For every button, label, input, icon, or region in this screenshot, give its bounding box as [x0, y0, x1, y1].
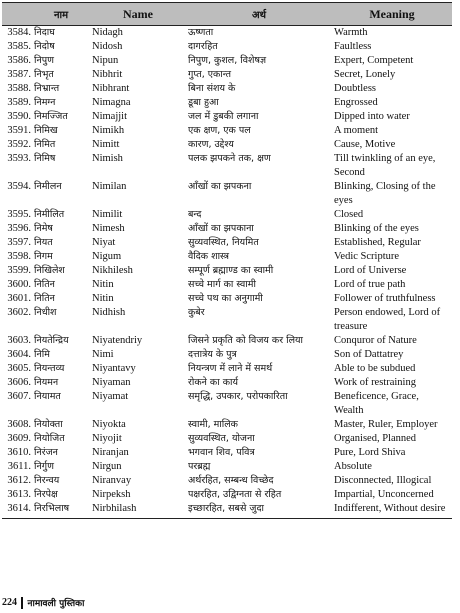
roman-name: Niyantavy: [92, 363, 136, 374]
english-meaning: [332, 418, 452, 432]
hindi-meaning: सुव्यवस्थित, नियमित: [188, 237, 259, 248]
header-num: [2, 3, 32, 26]
hindi-name: निमिख: [34, 125, 58, 136]
roman-name: Niyatendriy: [92, 335, 143, 346]
hindi-meaning: परब्रह्म: [188, 461, 211, 472]
table-row: [2, 432, 452, 446]
english-meaning: [332, 460, 452, 474]
english-meaning: [332, 82, 452, 96]
roman-name: Nibhrit: [92, 69, 123, 80]
table-row: [2, 40, 452, 54]
entry-number: 3604.: [7, 349, 31, 360]
entry-number: 3597.: [7, 237, 31, 248]
meaning-line: Second: [334, 167, 365, 178]
roman-name: Niyat: [92, 237, 116, 248]
entry-number: 3593.: [7, 153, 31, 164]
english-meaning: [332, 348, 452, 362]
roman-name: Nimikh: [92, 125, 125, 136]
meaning-line: Established, Regular: [334, 237, 421, 248]
meaning-line: Warmth: [334, 27, 368, 38]
meaning-line: treasure: [334, 321, 368, 332]
hindi-meaning: वैदिक शास्त्र: [188, 251, 229, 262]
entry-number: 3587.: [7, 69, 31, 80]
hindi-name: नियमन: [34, 377, 59, 388]
english-meaning: [332, 180, 452, 208]
entry-number: 3613.: [7, 489, 31, 500]
entry-number: 3603.: [7, 335, 31, 346]
hindi-meaning: ऊष्णता: [188, 27, 214, 38]
hindi-name: निगम: [34, 251, 53, 262]
header-meaning: Meaning: [332, 3, 452, 26]
roman-name: Nitin: [92, 293, 114, 304]
hindi-meaning: पक्षरहित, उद्विग्नता से रहित: [188, 489, 282, 500]
english-meaning: [332, 362, 452, 376]
hindi-name: नियन्तव्य: [34, 363, 65, 374]
table-row: [2, 180, 452, 208]
hindi-meaning: स्वामी, मालिक: [188, 419, 238, 430]
header-name: Name: [90, 3, 186, 26]
hindi-meaning: अर्थरहित, सम्बन्ध विच्छेद: [188, 475, 274, 486]
book-title: नामावली पुस्तिका: [27, 599, 85, 609]
meaning-line: Closed: [334, 209, 364, 220]
dictionary-page: [2, 2, 452, 519]
hindi-meaning: कारण, उद्देश्य: [188, 139, 234, 150]
hindi-name: निदाघ: [34, 27, 55, 38]
table-row: [2, 264, 452, 278]
meaning-line: Engrossed: [334, 97, 378, 108]
hindi-meaning: दत्तात्रेय के पुत्र: [188, 349, 237, 360]
roman-name: Nimitt: [92, 139, 120, 150]
hindi-name: निमग्न: [34, 97, 56, 108]
page-footer: [2, 596, 84, 609]
table-row: [2, 390, 452, 418]
meaning-line: Lord of true path: [334, 279, 406, 290]
table-row: [2, 418, 452, 432]
hindi-name: निपुण: [34, 55, 54, 66]
english-meaning: [332, 138, 452, 152]
entry-number: 3611.: [7, 461, 31, 472]
table-row: [2, 376, 452, 390]
english-meaning: [332, 376, 452, 390]
header-naam: नाम: [32, 3, 90, 26]
entry-number: 3610.: [7, 447, 31, 458]
hindi-name: निभृत: [34, 69, 54, 80]
entry-number: 3605.: [7, 363, 31, 374]
meaning-line: Doubtless: [334, 83, 376, 94]
roman-name: Nimi: [92, 349, 114, 360]
hindi-meaning: आँखों का झपकना: [188, 181, 252, 192]
table-row: [2, 208, 452, 222]
hindi-meaning: पलक झपकने तक, क्षण: [188, 153, 271, 164]
entry-number: 3602.: [7, 307, 31, 318]
english-meaning: [332, 96, 452, 110]
hindi-name: नितिन: [34, 279, 55, 290]
hindi-name: नियोक्ता: [34, 419, 63, 430]
english-meaning: [332, 390, 452, 418]
english-meaning: [332, 264, 452, 278]
hindi-meaning: बन्द: [188, 209, 202, 220]
roman-name: Niyaman: [92, 377, 131, 388]
roman-name: Nibhrant: [92, 83, 130, 94]
table-row: [2, 306, 452, 334]
entry-number: 3609.: [7, 433, 31, 444]
entry-number: 3588.: [7, 83, 31, 94]
hindi-name: निखिलेश: [34, 265, 65, 276]
entry-number: 3595.: [7, 209, 31, 220]
entry-number: 3606.: [7, 377, 31, 388]
hindi-name: निमीलन: [34, 181, 62, 192]
meaning-line: eyes: [334, 195, 353, 206]
roman-name: Niranvay: [92, 475, 132, 486]
entry-number: 3598.: [7, 251, 31, 262]
english-meaning: [332, 306, 452, 334]
entry-number: 3600.: [7, 279, 31, 290]
english-meaning: [332, 222, 452, 236]
entry-number: 3591.: [7, 125, 31, 136]
table-row: [2, 82, 452, 96]
roman-name: Nipun: [92, 55, 119, 66]
meaning-line: Able to be subdued: [334, 363, 416, 374]
meaning-line: Disconnected, Illogical: [334, 475, 432, 486]
roman-name: Niyamat: [92, 391, 129, 402]
meaning-line: Lord of Universe: [334, 265, 407, 276]
roman-name: Niranjan: [92, 447, 129, 458]
table-row: [2, 250, 452, 264]
english-meaning: [332, 54, 452, 68]
english-meaning: [332, 152, 452, 180]
roman-name: Nimilan: [92, 181, 127, 192]
hindi-name: निभ्रान्त: [34, 83, 60, 94]
hindi-name: निधीश: [34, 307, 57, 318]
meaning-line: Pure, Lord Shiva: [334, 447, 406, 458]
english-meaning: [332, 432, 452, 446]
roman-name: Nidosh: [92, 41, 123, 52]
entry-number: 3589.: [7, 97, 31, 108]
table-row: [2, 488, 452, 502]
roman-name: Nirpeksh: [92, 489, 131, 500]
hindi-meaning: सच्चे मार्ग का स्वामी: [188, 279, 256, 290]
hindi-name: नितिन: [34, 293, 55, 304]
hindi-name: नियामत: [34, 391, 61, 402]
table-row: [2, 446, 452, 460]
entry-number: 3612.: [7, 475, 31, 486]
hindi-meaning: गुप्त, एकान्त: [188, 69, 232, 80]
roman-name: Nidagh: [92, 27, 123, 38]
english-meaning: [332, 110, 452, 124]
meaning-line: Work of restraining: [334, 377, 416, 388]
meaning-line: Expert, Competent: [334, 55, 414, 66]
hindi-meaning: आँखों का झपकाना: [188, 223, 254, 234]
roman-name: Nimesh: [92, 223, 125, 234]
english-meaning: [332, 40, 452, 54]
table-row: [2, 110, 452, 124]
meaning-line: Faultless: [334, 41, 372, 52]
hindi-meaning: जिसने प्रकृति को विजय कर लिया: [188, 335, 303, 346]
table-row: [2, 474, 452, 488]
meaning-line: Son of Dattatrey: [334, 349, 404, 360]
english-meaning: [332, 250, 452, 264]
english-meaning: [332, 334, 452, 348]
hindi-name: निमज्जित: [34, 111, 68, 122]
hindi-name: निमीलित: [34, 209, 65, 220]
entry-number: 3592.: [7, 139, 31, 150]
table-row: [2, 362, 452, 376]
table-row: [2, 138, 452, 152]
meaning-line: Indifferent, Without desire: [334, 503, 446, 514]
hindi-name: निमित: [34, 139, 56, 150]
hindi-name: निरभिलाष: [32, 502, 90, 519]
hindi-meaning: डूबा हुआ: [188, 97, 219, 108]
hindi-meaning: समृद्धि, उपकार, परोपकारिता: [188, 391, 288, 402]
roman-name: Nikhilesh: [92, 265, 133, 276]
table-row: [2, 124, 452, 138]
meaning-line: Follower of truthfulness: [334, 293, 436, 304]
table-row: [2, 460, 452, 474]
page-number: 224: [2, 597, 17, 608]
hindi-name: निदोष: [34, 41, 55, 52]
table-row: [2, 222, 452, 236]
hindi-meaning: रोकने का कार्य: [188, 377, 238, 388]
table-row: [2, 334, 452, 348]
meaning-line: Absolute: [334, 461, 372, 472]
roman-name: Nirgun: [92, 461, 122, 472]
hindi-name: नियत: [34, 237, 53, 248]
roman-name: Nimajjit: [92, 111, 127, 122]
hindi-meaning: सम्पूर्ण ब्रह्माण्ड का स्वामी: [188, 265, 274, 276]
roman-name: Nimish: [92, 153, 123, 164]
meaning-line: Person endowed, Lord of: [334, 307, 441, 318]
meaning-line: Cause, Motive: [334, 139, 396, 150]
hindi-name: निमि: [34, 349, 50, 360]
roman-name: Nimagna: [92, 97, 131, 108]
meaning-line: Master, Ruler, Employer: [334, 419, 438, 430]
hindi-name: नियतेन्द्रिय: [34, 335, 69, 346]
english-meaning: [332, 124, 452, 138]
hindi-name: निमेष: [34, 223, 53, 234]
table-row: [2, 68, 452, 82]
meaning-line: Vedic Scripture: [334, 251, 400, 262]
table-row: [2, 278, 452, 292]
hindi-meaning: नियन्त्रण में लाने में समर्थ: [188, 363, 273, 374]
hindi-meaning: सुव्यवस्थित, योजना: [188, 433, 255, 444]
table-header-row: [2, 3, 452, 26]
english-meaning: [332, 208, 452, 222]
roman-name: Nimilit: [92, 209, 123, 220]
table-row: [2, 152, 452, 180]
hindi-meaning: भगवान शिव, पवित्र: [188, 447, 255, 458]
roman-name: Nigum: [92, 251, 122, 262]
entry-number: 3596.: [7, 223, 31, 234]
entry-number: 3599.: [7, 265, 31, 276]
english-meaning: [332, 502, 452, 519]
english-meaning: [332, 278, 452, 292]
hindi-meaning: जल में डुबकी लगाना: [188, 111, 259, 122]
english-meaning: [332, 474, 452, 488]
roman-name: Niyokta: [92, 419, 126, 430]
entry-number: 3601.: [7, 293, 31, 304]
table-row: [2, 502, 452, 519]
entry-number: 3608.: [7, 419, 31, 430]
hindi-name: निरपेक्ष: [34, 489, 58, 500]
meaning-line: Blinking, Closing of the: [334, 181, 436, 192]
meaning-line: Till twinkling of an eye,: [334, 153, 436, 164]
meaning-line: Beneficence, Grace, Wealth: [334, 391, 419, 416]
entry-number: 3586.: [7, 55, 31, 66]
table-row: [2, 26, 452, 41]
entry-number: 3590.: [7, 111, 31, 122]
hindi-name: नियोजित: [34, 433, 65, 444]
entry-number: 3614.: [2, 502, 32, 519]
header-arth: अर्थ: [186, 3, 332, 26]
names-table: [2, 2, 452, 519]
entry-number: 3594.: [7, 181, 31, 192]
footer-divider: [21, 597, 23, 609]
english-meaning: [332, 236, 452, 250]
meaning-line: A moment: [334, 125, 379, 136]
table-row: [2, 292, 452, 306]
hindi-meaning: सच्चे पथ का अनुगामी: [188, 293, 263, 304]
hindi-meaning: कुबेर: [188, 307, 205, 318]
hindi-name: निरंजन: [34, 447, 58, 458]
english-meaning: [332, 292, 452, 306]
table-row: [2, 236, 452, 250]
table-row: [2, 348, 452, 362]
hindi-name: निरन्वय: [34, 475, 60, 486]
table-row: [2, 54, 452, 68]
meaning-line: Secret, Lonely: [334, 69, 396, 80]
table-body: [2, 26, 452, 519]
hindi-meaning: इच्छारहित, सबसे जुदा: [186, 502, 332, 519]
hindi-name: निर्गुण: [34, 461, 54, 472]
entry-number: 3584.: [7, 27, 31, 38]
hindi-meaning: एक क्षण, एक पल: [188, 125, 251, 136]
meaning-line: Dipped into water: [334, 111, 410, 122]
meaning-line: Impartial, Unconcerned: [334, 489, 434, 500]
meaning-line: Organised, Planned: [334, 433, 417, 444]
hindi-meaning: दागरहित: [188, 41, 218, 52]
meaning-line: Blinking of the eyes: [334, 223, 419, 234]
meaning-line: Conquror of Nature: [334, 335, 417, 346]
english-meaning: [332, 488, 452, 502]
english-meaning: [332, 26, 452, 41]
english-meaning: [332, 446, 452, 460]
roman-name: Nidhish: [92, 307, 126, 318]
table-row: [2, 96, 452, 110]
english-meaning: [332, 68, 452, 82]
entry-number: 3607.: [7, 391, 31, 402]
roman-name: Niyojit: [92, 433, 122, 444]
hindi-meaning: निपुण, कुशल, विशेषज्ञ: [188, 55, 267, 66]
hindi-name: निमिष: [34, 153, 56, 164]
roman-name: Nirbhilash: [90, 502, 186, 519]
entry-number: 3585.: [7, 41, 31, 52]
roman-name: Nitin: [92, 279, 114, 290]
hindi-meaning: बिना संशय के: [188, 83, 236, 94]
